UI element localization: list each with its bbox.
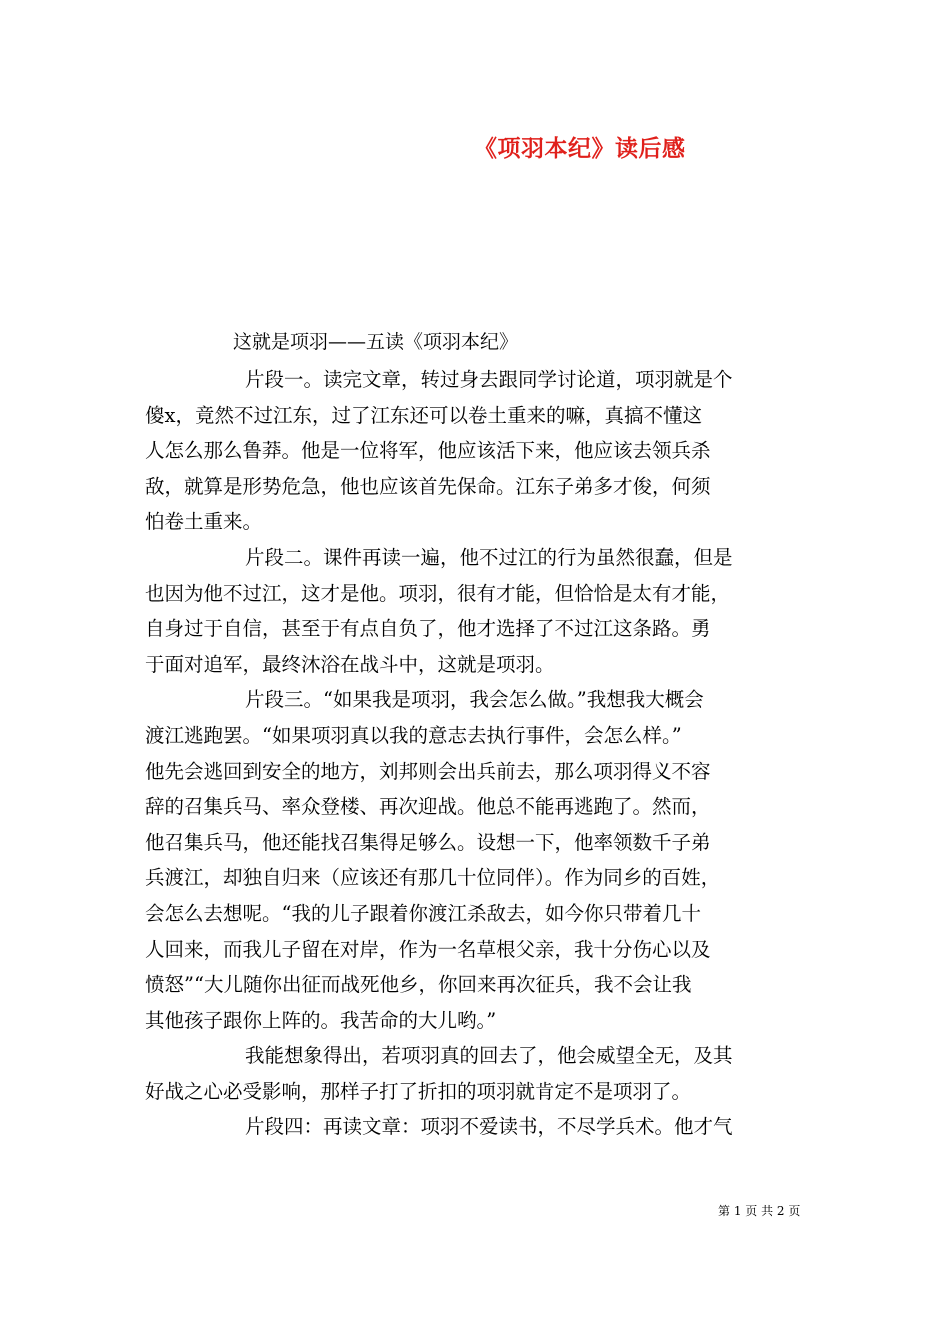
paragraph-line: 辞的召集兵马、率众登楼、再次迎战。他总不能再逃跑了。然而， (145, 795, 711, 819)
paragraph-line: 兵渡江，却独自归来（应该还有那几十位同伴）。作为同乡的百姓， (145, 866, 721, 890)
paragraph-line: 片段一。读完文章，转过身去跟同学讨论道，项羽就是个 (245, 368, 733, 391)
paragraph-line: 愤怒”“大儿随你出征而战死他乡，你回来再次征兵，我不会让我 (145, 973, 692, 997)
paragraph-line: 于面对追军，最终沐浴在战斗中，这就是项羽。 (145, 652, 555, 676)
paragraph-line: 其他孩子跟你上阵的。我苦命的大儿哟。” (145, 1008, 497, 1032)
paragraph-line: 片段三。“如果我是项羽，我会怎么做。”我想我大概会 (245, 688, 704, 712)
paragraph-line: 怕卷土重来。 (145, 510, 263, 534)
page-number-footer: 第 1 页 共 2 页 (718, 1204, 801, 1218)
document-subtitle: 这就是项羽——五读《项羽本纪》 (233, 331, 519, 353)
paragraph-line: 片段四：再读文章：项羽不爱读书，不尽学兵术。他才气 (245, 1115, 733, 1139)
paragraph-line: 敌，就算是形势危急，他也应该首先保命。江东子弟多才俊，何须 (145, 474, 711, 498)
paragraph-line: 他先会逃回到安全的地方，刘邦则会出兵前去，那么项羽得义不容 (145, 759, 711, 783)
paragraph-line: 我能想象得出，若项羽真的回去了，他会威望全无，及其 (245, 1044, 733, 1068)
paragraph-line: 片段二。课件再读一遍，他不过江的行为虽然很蠢，但是 (245, 545, 733, 569)
paragraph-line: 傻x，竟然不过江东，过了江东还可以卷土重来的嘛，真搞不懂这 (145, 403, 702, 427)
paragraph-line: 自身过于自信，甚至于有点自负了，他才选择了不过江这条路。勇 (145, 617, 711, 641)
paragraph-line: 他召集兵马，他还能找召集得足够么。设想一下，他率领数千子弟 (145, 830, 711, 854)
paragraph-line: 也因为他不过江，这才是他。项羽，很有才能，但恰恰是太有才能， (145, 581, 731, 605)
paragraph-line: 渡江逃跑罢。“如果项羽真以我的意志去执行事件，会怎么样。” (145, 723, 682, 747)
document-title: 《项羽本纪》读后感 (474, 135, 686, 162)
paragraph-line: 人回来，而我儿子留在对岸，作为一名草根父亲，我十分伤心以及 (145, 937, 711, 961)
paragraph-line: 会怎么去想呢。“我的儿子跟着你渡江杀敌去，如今你只带着几十 (145, 901, 701, 925)
document-body (145, 362, 813, 1145)
paragraph-line: 人怎么那么鲁莽。他是一位将军，他应该活下来，他应该去领兵杀 (145, 439, 711, 463)
paragraph-line: 好战之心必受影响，那样子打了折扣的项羽就肯定不是项羽了。 (145, 1079, 692, 1103)
